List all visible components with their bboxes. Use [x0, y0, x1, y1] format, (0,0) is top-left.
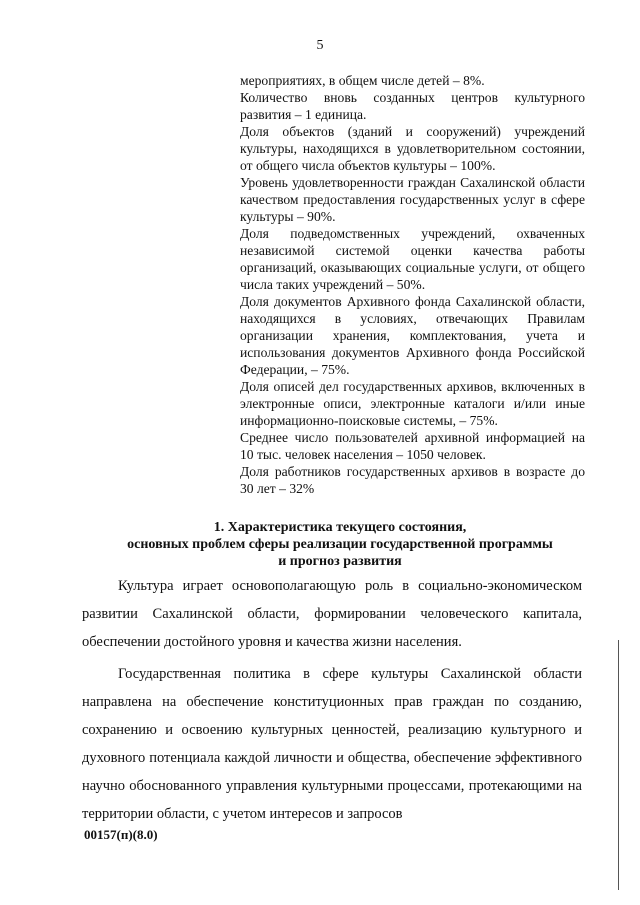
- indicator-item: Уровень удовлетворенности граждан Сахалинской области качеством предоставления государственных услуг в сфере культуры – 90%.: [240, 175, 585, 224]
- body-text: [82, 572, 582, 832]
- indicator-item: Среднее число пользователей архивной информацией на 10 тыс. человек населения – 1050 человек.: [240, 430, 585, 462]
- body-paragraph: Государственная политика в сфере культуры Сахалинской области направлена на обеспечение конституционных прав граждан по созданию, сохранению и освоению культурных ценностей, реализацию культурного и духовного потенциала каждой личности и общества, обеспечение эффективного научно обоснованного управления культурными процессами, протекающими на территории области, с учетом интересов и запросов: [82, 666, 582, 822]
- section-title-line: 1. Характеристика текущего состояния,: [213, 520, 467, 535]
- indicator-item: Доля документов Архивного фонда Сахалинской области, находящихся в условиях, отвечающих Правилам организации хранения, комплектования, учета и использования документов Архивного фонда Российской Федерации, – 75%.: [240, 294, 585, 377]
- section-title-line: и прогноз развития: [278, 554, 402, 569]
- document-code: 00157(п)(8.0): [84, 827, 158, 842]
- indicator-item: Доля работников государственных архивов в возрасте до 30 лет – 32%: [240, 464, 585, 496]
- body-paragraph: Культура играет основополагающую роль в социально-экономическом развитии Сахалинской области, формировании человеческого капитала, обеспечении достойного уровня и качества жизни населения.: [82, 578, 582, 650]
- scan-edge-line: [618, 640, 619, 890]
- page-number: 5: [316, 38, 324, 53]
- section-title: [60, 519, 620, 570]
- indicator-item: мероприятиях, в общем числе детей – 8%.: [240, 73, 485, 88]
- indicator-item: Доля описей дел государственных архивов, включенных в электронные описи, электронные каталоги и/или иные информационно-поисковые системы, – 75%.: [240, 379, 585, 428]
- indicators-list: [240, 72, 585, 497]
- section-title-line: основных проблем сферы реализации государственной программы: [127, 537, 553, 552]
- indicator-item: Доля подведомственных учреждений, охваченных независимой системой оценки качества работы организаций, оказывающих социальные услуги, от общего числа таких учреждений – 50%.: [240, 226, 585, 292]
- indicator-item: Количество вновь созданных центров культурного развития – 1 единица.: [240, 90, 585, 122]
- indicator-item: Доля объектов (зданий и сооружений) учреждений культуры, находящихся в удовлетворительном состоянии, от общего числа объектов культуры – 100%.: [240, 124, 585, 173]
